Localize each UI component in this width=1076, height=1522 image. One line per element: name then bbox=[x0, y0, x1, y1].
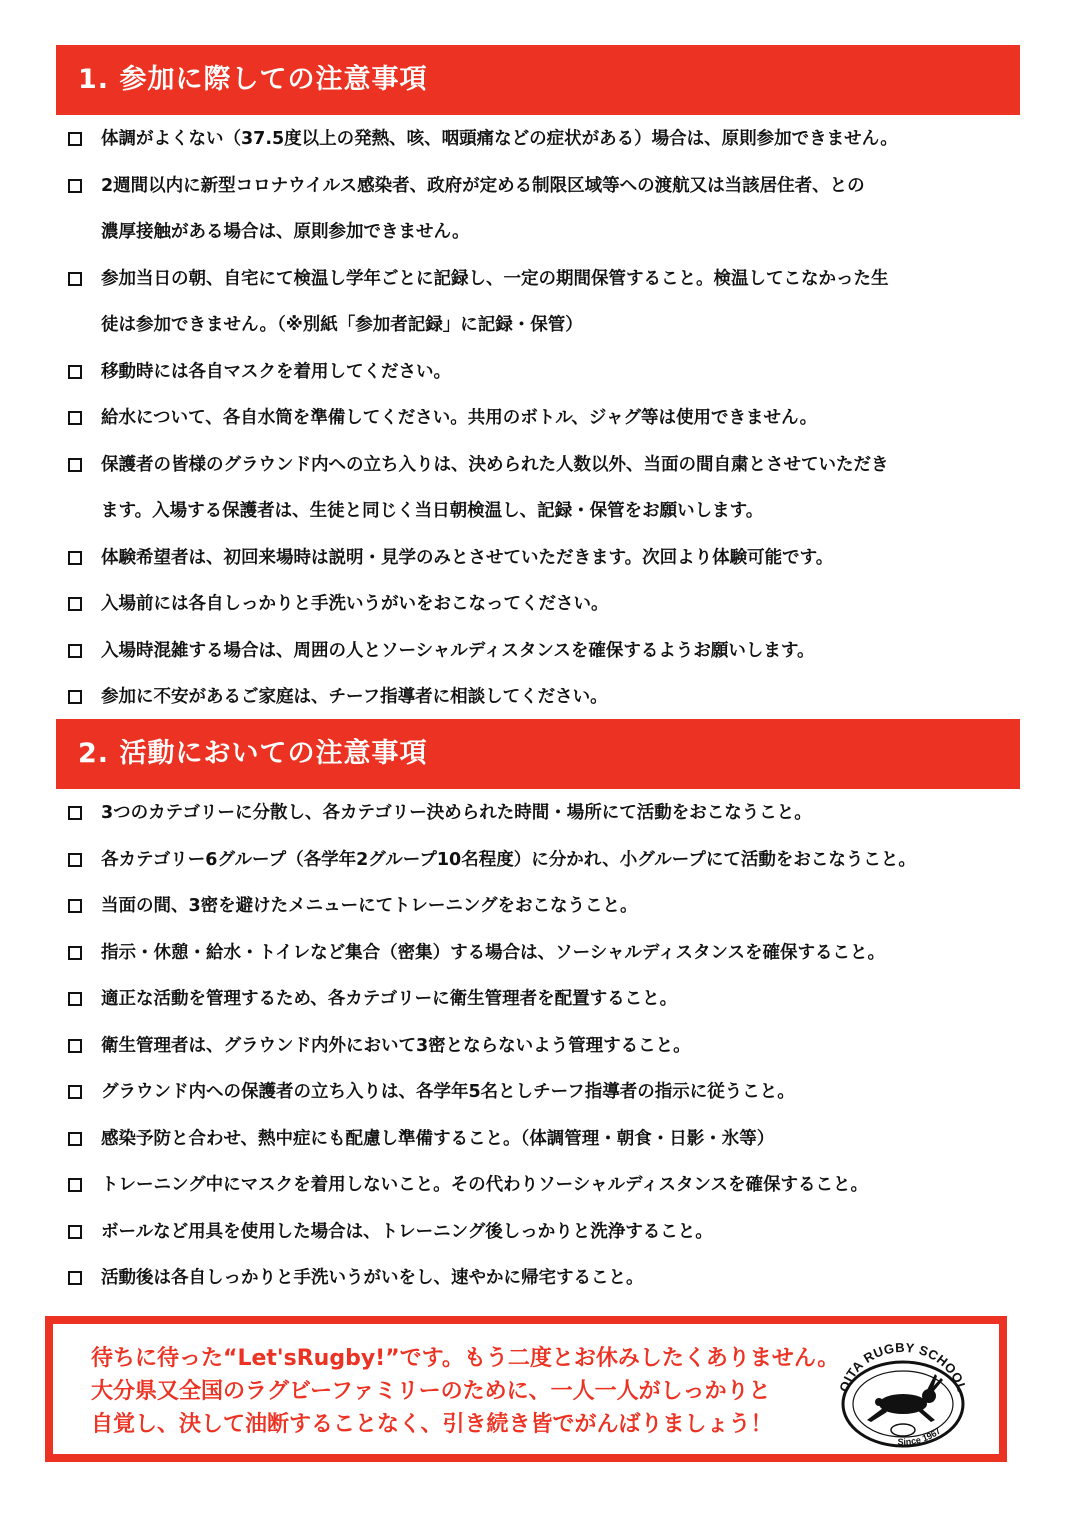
item-text: 体調がよくない（37.5度以上の発熱、咳、咽頭痛などの症状がある）場合は、原則参加できません。 bbox=[101, 129, 898, 149]
item-text: 衛生管理者は、グラウンド内外において3密とならないよう管理すること。 bbox=[101, 1035, 691, 1056]
checkbox-icon[interactable] bbox=[68, 1271, 82, 1285]
checkbox-icon[interactable] bbox=[68, 644, 82, 658]
checkbox-icon[interactable] bbox=[68, 179, 82, 193]
section1-list bbox=[66, 116, 1016, 721]
checkbox-icon[interactable] bbox=[68, 992, 82, 1006]
logo-since: Since 1967 bbox=[897, 1425, 943, 1447]
item-text: トレーニング中にマスクを着用しないこと。その代わりソーシャルディスタンスを確保すること。 bbox=[101, 1175, 869, 1195]
list-item-continuation bbox=[66, 302, 1016, 349]
checkbox-icon[interactable] bbox=[68, 899, 82, 913]
item-text: 当面の間、3密を避けたメニューにてトレーニングをおこなうこと。 bbox=[101, 896, 638, 916]
list-item bbox=[66, 349, 1016, 396]
list-item bbox=[66, 442, 1016, 489]
item-text: 各カテゴリー6グループ（各学年2グループ10名程度）に分かれ、小グループにて活動をおこなうこと。 bbox=[101, 849, 916, 870]
section2-list bbox=[66, 790, 1016, 1302]
item-text: 保護者の皆様のグラウンド内への立ち入りは、決められた人数以外、当面の間自粛とさせていただき bbox=[101, 454, 889, 475]
item-text: 感染予防と合わせ、熱中症にも配慮し準備すること。（体調管理・朝食・日影・氷等） bbox=[101, 1128, 775, 1149]
checkbox-icon[interactable] bbox=[68, 1225, 82, 1239]
item-text: 徒は参加できません。（※別紙「参加者記録」に記録・保管） bbox=[101, 315, 583, 335]
section2-header: 2. 活動においての注意事項 bbox=[56, 719, 1020, 789]
footer-line: 大分県又全国のラグビーファミリーのために、一人一人がしっかりと bbox=[91, 1379, 771, 1404]
list-item bbox=[66, 1116, 1016, 1163]
list-item-continuation bbox=[66, 209, 1016, 256]
oita-rugby-school-logo bbox=[833, 1330, 973, 1454]
checkbox-icon[interactable] bbox=[68, 853, 82, 867]
section1-header: 1. 参加に際しての注意事項 bbox=[56, 45, 1020, 115]
list-item bbox=[66, 1162, 1016, 1209]
checkbox-icon[interactable] bbox=[68, 1132, 82, 1146]
checkbox-icon[interactable] bbox=[68, 690, 82, 704]
item-text: 指示・休憩・給水・トイレなど集合（密集）する場合は、ソーシャルディスタンスを確保すること。 bbox=[101, 942, 885, 963]
checkbox-icon[interactable] bbox=[68, 1085, 82, 1099]
item-text: 入場前には各自しっかりと手洗いうがいをおこなってください。 bbox=[101, 594, 609, 614]
list-item bbox=[66, 256, 1016, 303]
list-item bbox=[66, 1209, 1016, 1256]
checkbox-icon[interactable] bbox=[68, 272, 82, 286]
list-item bbox=[66, 581, 1016, 628]
list-item bbox=[66, 116, 1016, 163]
footer-line: 待ちに待った“Let'sRugby!”です。もう二度とお休みしたくありません。 bbox=[91, 1346, 840, 1371]
checkbox-icon[interactable] bbox=[68, 946, 82, 960]
list-item bbox=[66, 837, 1016, 884]
list-item bbox=[66, 674, 1016, 721]
item-text: グラウンド内への保護者の立ち入りは、各学年5名としチーフ指導者の指示に従うこと。 bbox=[101, 1082, 795, 1102]
item-text: 適正な活動を管理するため、各カテゴリーに衛生管理者を配置すること。 bbox=[101, 989, 678, 1009]
checkbox-icon[interactable] bbox=[68, 806, 82, 820]
item-text: 参加に不安があるご家庭は、チーフ指導者に相談してください。 bbox=[101, 687, 608, 707]
item-text: 移動時には各自マスクを着用してください。 bbox=[101, 361, 451, 382]
list-item bbox=[66, 163, 1016, 210]
item-text: ボールなど用具を使用した場合は、トレーニング後しっかりと洗浄すること。 bbox=[101, 1221, 713, 1242]
list-item bbox=[66, 535, 1016, 582]
item-text: 給水について、各自水筒を準備してください。共用のボトル、ジャグ等は使用できません。 bbox=[101, 408, 818, 428]
item-text: 3つのカテゴリーに分散し、各カテゴリー決められた時間・場所にて活動をおこなうこと。 bbox=[101, 803, 812, 823]
checkbox-icon[interactable] bbox=[68, 1039, 82, 1053]
logo-name: OITA RUGBY SCHOOL bbox=[836, 1339, 970, 1394]
item-text: 活動後は各自しっかりと手洗いうがいをし、速やかに帰宅すること。 bbox=[101, 1268, 644, 1288]
item-text: 2週間以内に新型コロナウイルス感染者、政府が定める制限区域等への渡航又は当該居住者、との bbox=[101, 175, 865, 196]
list-item bbox=[66, 930, 1016, 977]
item-text: 参加当日の朝、自宅にて検温し学年ごとに記録し、一定の期間保管すること。検温してこなかった生 bbox=[101, 268, 889, 289]
checkbox-icon[interactable] bbox=[68, 132, 82, 146]
item-text: ます。入場する保護者は、生徒と同じく当日朝検温し、記録・保管をお願いします。 bbox=[101, 501, 764, 521]
checkbox-icon[interactable] bbox=[68, 411, 82, 425]
checkbox-icon[interactable] bbox=[68, 597, 82, 611]
list-item bbox=[66, 790, 1016, 837]
list-item bbox=[66, 1069, 1016, 1116]
checkbox-icon[interactable] bbox=[68, 365, 82, 379]
list-item bbox=[66, 1255, 1016, 1302]
footer-line: 自覚し、決して油断することなく、引き続き皆でがんばりましょう！ bbox=[91, 1412, 773, 1437]
footer-message-box bbox=[45, 1316, 1007, 1462]
list-item-continuation bbox=[66, 488, 1016, 535]
list-item bbox=[66, 1023, 1016, 1070]
checkbox-icon[interactable] bbox=[68, 458, 82, 472]
checkbox-icon[interactable] bbox=[68, 551, 82, 565]
list-item bbox=[66, 628, 1016, 675]
list-item bbox=[66, 883, 1016, 930]
item-text: 濃厚接触がある場合は、原則参加できません。 bbox=[101, 222, 470, 242]
item-text: 体験希望者は、初回来場時は説明・見学のみとさせていただきます。次回より体験可能です。 bbox=[101, 547, 834, 568]
list-item bbox=[66, 395, 1016, 442]
footer-message bbox=[91, 1342, 839, 1441]
item-text: 入場時混雑する場合は、周囲の人とソーシャルディスタンスを確保するようお願いします。 bbox=[101, 640, 815, 661]
checkbox-icon[interactable] bbox=[68, 1178, 82, 1192]
list-item bbox=[66, 976, 1016, 1023]
rugby-ball-icon bbox=[891, 1424, 915, 1436]
